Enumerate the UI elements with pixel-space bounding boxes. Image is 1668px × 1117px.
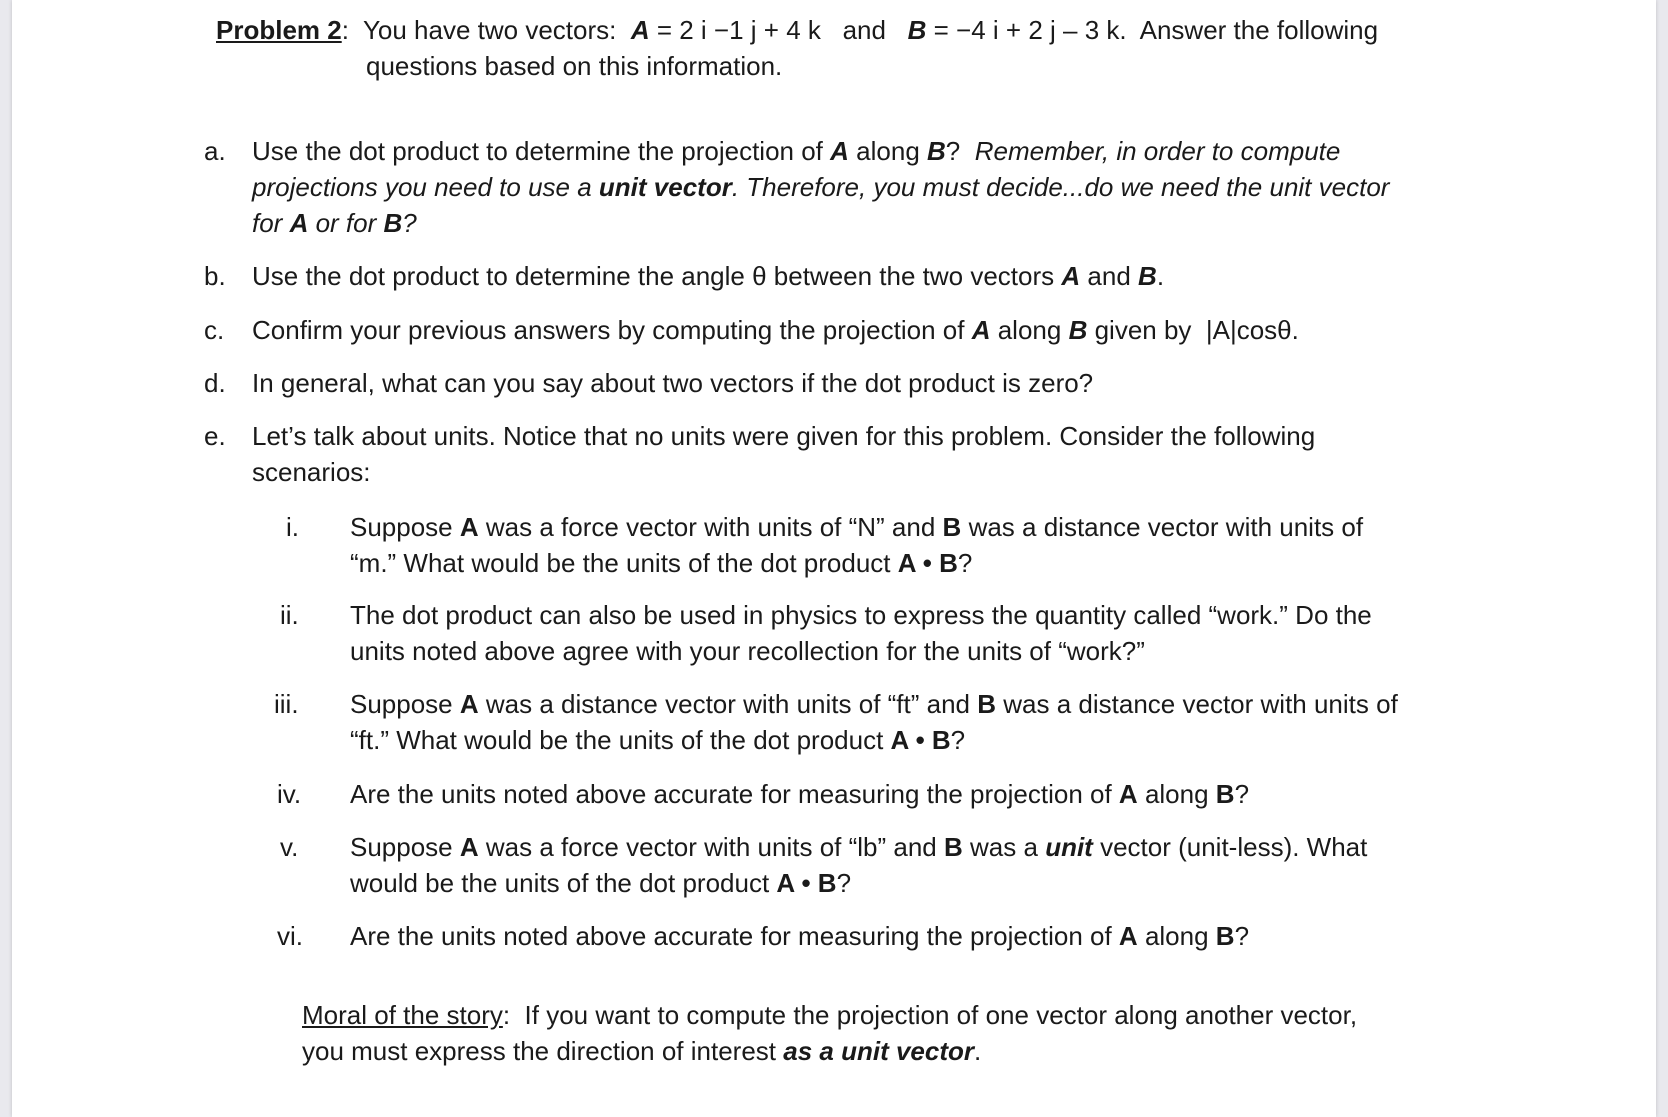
subitem-iii-s5: ? [950, 725, 966, 755]
subitem-v-product: A • B [776, 868, 837, 898]
subitem-vi-text [350, 918, 1550, 954]
moral-t1: If you want to compute the projection of one vector along another vector, [524, 1000, 1358, 1030]
subitem-ii-marker: ii. [280, 600, 299, 630]
item-b-t3: . [1156, 261, 1165, 291]
item-a-vector-a: A [830, 136, 849, 166]
vector-a-expression: = 2 i −1 j + 4 k [656, 15, 821, 45]
subitem-iii-vector-b: B [977, 689, 997, 719]
item-c-text [252, 312, 1502, 348]
subitem-iv-vector-a: A [1118, 779, 1138, 809]
subitem-v-s2: was a force vector with units of “lb” and [485, 832, 937, 862]
item-c-marker: c. [204, 315, 225, 345]
subitem-iv-vector-b: B [1215, 779, 1235, 809]
subitem-iii-product: A • B [890, 725, 951, 755]
subitem-i-marker: i. [286, 512, 299, 542]
item-c-vector-b: B [1068, 315, 1088, 345]
subitem-i-s5: ? [957, 548, 973, 578]
subitem-vi-s2: along [1144, 921, 1209, 951]
subitem-iv-marker: iv. [277, 779, 302, 809]
item-a-t3: ? [945, 136, 961, 166]
subitem-iii-s1: Suppose [350, 689, 453, 719]
subitem-v-vector-b: B [944, 832, 963, 862]
subitem-i-vector-a: A [459, 512, 479, 542]
subitem-i-s4: “m.” What would be the units of the dot product [350, 548, 891, 578]
subitem-iii-s3: was a distance vector with units of [1003, 689, 1398, 719]
item-b-t2: and [1087, 261, 1131, 291]
subitem-v-s6: ? [836, 868, 852, 898]
item-d-marker: d. [204, 368, 226, 398]
item-a-t1: Use the dot product to determine the projection of [252, 136, 823, 166]
subitem-iii-text [350, 686, 1550, 758]
problem-label: Problem 2 [216, 15, 342, 45]
moral-t3: . [973, 1036, 982, 1066]
moral-t2: you must express the direction of interest [302, 1036, 777, 1066]
subitem-iii-s4: “ft.” What would be the units of the dot product [350, 725, 884, 755]
item-b-vector-b: B [1138, 261, 1157, 291]
moral-emphasis: as a unit vector [783, 1036, 974, 1066]
and-word: and [842, 15, 886, 45]
subitem-vi-marker: vi. [277, 921, 303, 951]
problem-label-colon: : [341, 15, 349, 45]
subitem-i-product: A • B [897, 548, 958, 578]
document-page [12, 0, 1656, 1117]
item-a-hint-3: . Therefore, you must decide...do we need the unit vector [731, 172, 1390, 202]
subitem-i-s3: was a distance vector with units of [968, 512, 1364, 542]
item-a-vector-b: B [927, 136, 946, 166]
item-a-hint-4: for [252, 208, 283, 238]
item-c-t1: Confirm your previous answers by computing the projection of [252, 315, 965, 345]
subitem-v-text [350, 829, 1550, 901]
problem-heading [216, 12, 1516, 48]
subitem-v-s5: would be the units of the dot product [350, 868, 770, 898]
subitem-iii-vector-a: A [459, 689, 479, 719]
subitem-v-vector-a: A [459, 832, 479, 862]
subitem-v-marker: v. [280, 832, 299, 862]
moral-label: Moral of the story [302, 1000, 503, 1030]
item-b-vector-a: A [1061, 261, 1081, 291]
item-a-marker: a. [204, 136, 226, 166]
subitem-v-s1: Suppose [350, 832, 453, 862]
item-c-t2: along [997, 315, 1062, 345]
vector-a-name: A [630, 15, 650, 45]
subitem-v-s4: vector (unit-less). What [1100, 832, 1368, 862]
item-a-hint-b: B [383, 208, 403, 238]
subitem-i-vector-b: B [942, 512, 962, 542]
subitem-vi-vector-b: B [1215, 921, 1235, 951]
subitem-v-s3: was a [970, 832, 1038, 862]
item-a-hint-5: or for [315, 208, 377, 238]
item-b-marker: b. [204, 261, 226, 291]
item-a-t2: along [856, 136, 920, 166]
item-a-hint-2: projections you need to use a [252, 172, 592, 202]
item-b-t1: Use the dot product to determine the angle θ between the two vectors [252, 261, 1055, 291]
subitem-ii-text [350, 597, 1550, 669]
item-a-hint-6: ? [402, 208, 417, 238]
item-d-text: In general, what can you say about two vectors if the dot product is zero? [252, 368, 1094, 398]
item-b-text [252, 258, 1502, 294]
subitem-iii-marker: iii. [274, 689, 299, 719]
item-a-hint-bold: unit vector [598, 172, 732, 202]
subitem-iv-text [350, 776, 1550, 812]
item-c-t3: given by [1094, 315, 1192, 345]
subitem-vi-s3: ? [1234, 921, 1250, 951]
subitem-ii-s2: units noted above agree with your recollection for the units of “work?” [350, 636, 1145, 666]
vector-b-expression: = −4 i + 2 j – 3 k. [933, 15, 1127, 45]
item-a-hint-a: A [289, 208, 309, 238]
item-c-vector-a: A [971, 315, 991, 345]
subitem-vi-s1: Are the units noted above accurate for measuring the projection of [350, 921, 1112, 951]
vector-b-name: B [907, 15, 927, 45]
item-e-text [252, 418, 1502, 490]
subitem-iv-s1: Are the units noted above accurate for measuring the projection of [350, 779, 1112, 809]
subitem-iv-s3: ? [1234, 779, 1250, 809]
subitem-iv-s2: along [1144, 779, 1209, 809]
subitem-v-unit-word: unit [1045, 832, 1093, 862]
item-a-hint-1: Remember, in order to compute [974, 136, 1341, 166]
problem-intro-end: Answer the following [1139, 15, 1379, 45]
subitem-i-text [350, 509, 1530, 581]
subitem-iii-s2: was a distance vector with units of “ft” and [485, 689, 971, 719]
moral-of-story [302, 997, 1562, 1069]
subitem-i-s1: Suppose [350, 512, 453, 542]
subitem-i-s2: was a force vector with units of “N” and [485, 512, 936, 542]
subitem-ii-s1: The dot product can also be used in physics to express the quantity called “work.” Do the [350, 600, 1372, 630]
problem-intro: You have two vectors: [362, 15, 617, 45]
item-c-formula: |A|cosθ. [1205, 315, 1299, 345]
item-a-text [252, 133, 1482, 241]
item-e-t1: Let’s talk about units. Notice that no units were given for this problem. Consider the following [252, 421, 1316, 451]
item-e-marker: e. [204, 421, 226, 451]
item-e-t2: scenarios: [252, 457, 371, 487]
subitem-vi-vector-a: A [1118, 921, 1138, 951]
problem-intro-line2: questions based on this information. [366, 51, 783, 81]
moral-colon: : [502, 1000, 511, 1030]
